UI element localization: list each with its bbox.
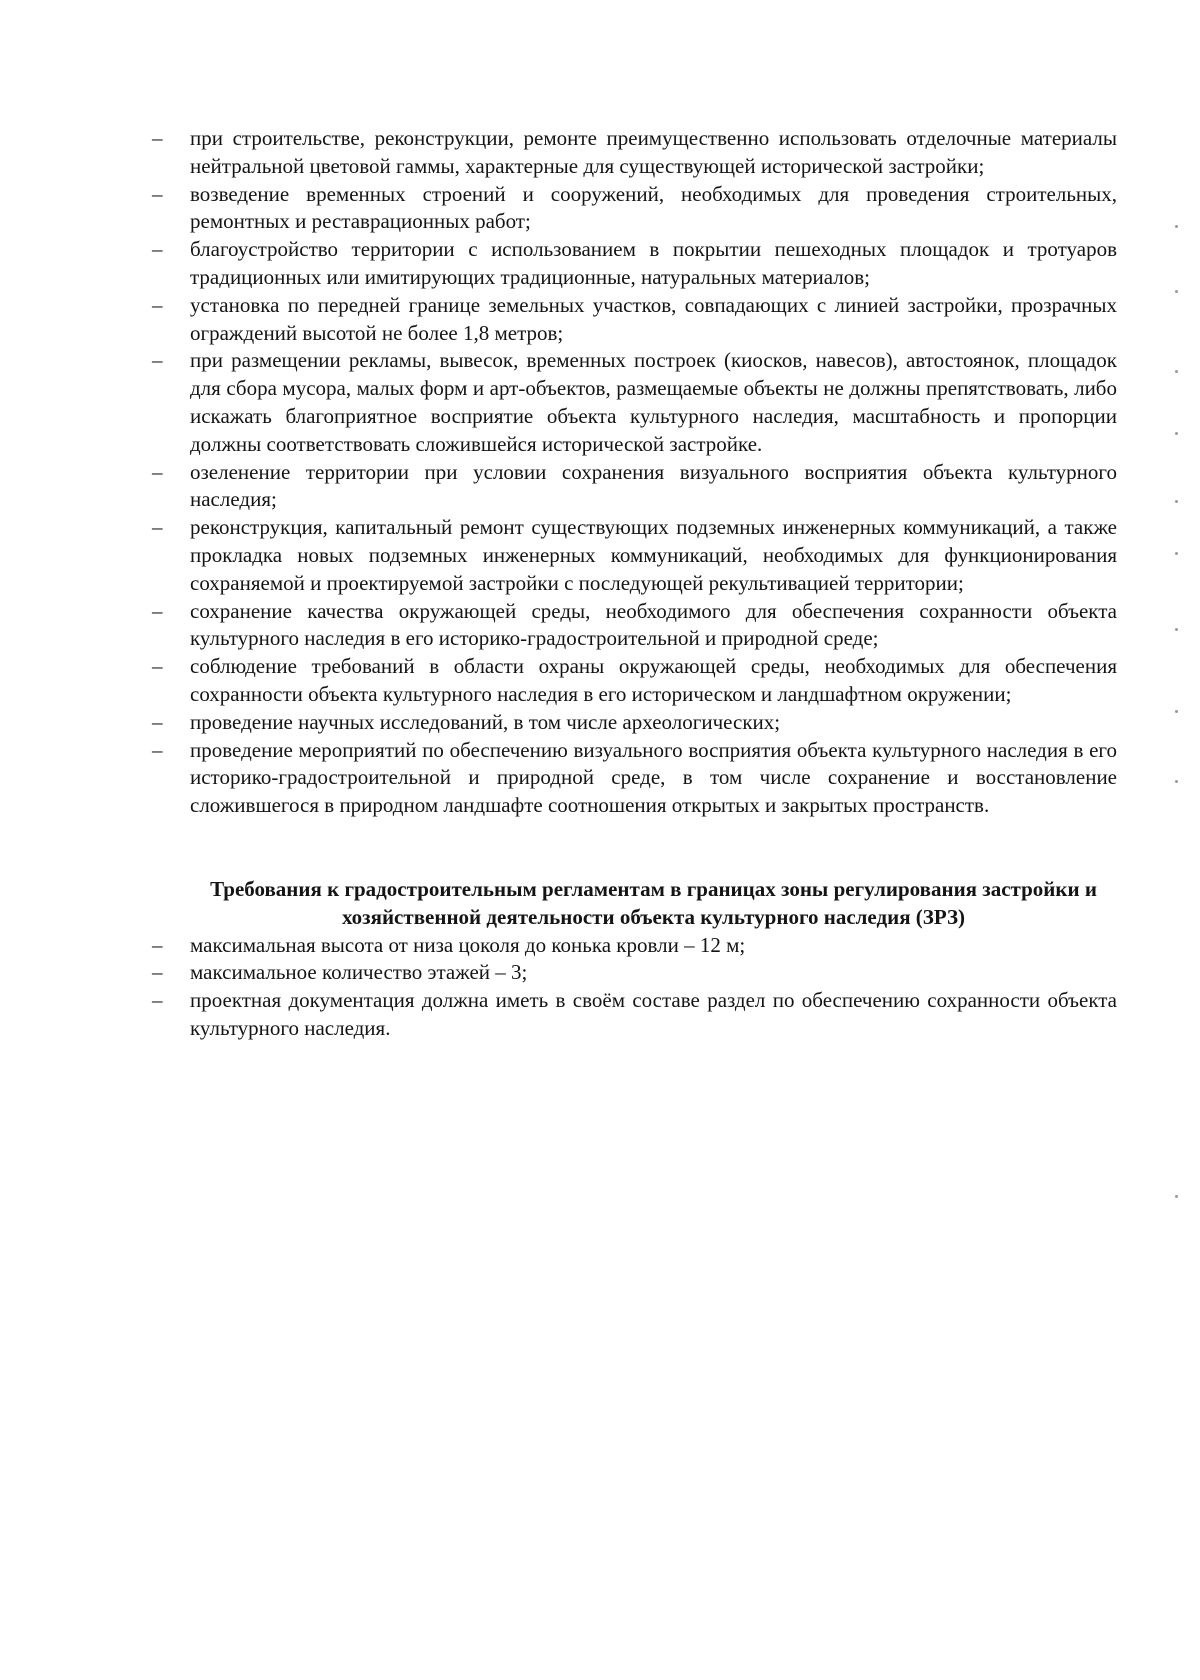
bullet-dash: – [152,181,163,206]
bullet-dash: – [152,459,163,484]
list-item-text: максимальная высота от низа цоколя до конька кровли – 12 м; [190,932,746,957]
scan-speck [1175,225,1178,228]
list-item [152,292,1117,348]
scan-speck [1175,500,1178,503]
list-item-text: благоустройство территории с использованием в покрытии пешеходных площадок и тротуаров традиционных или имитирующих традиционные, натуральных материалов; [190,237,1117,289]
list-item-text: возведение временных строений и сооружений, необходимых для проведения строительных, ремонтных и реставрационных работ; [190,181,1117,234]
list-item-text: при размещении рекламы, вывесок, временных построек (киосков, навесов), автостоянок, площадок для сбора мусора, малых форм и арт-объектов, размещаемые объекты не должны препятствовать, либо искажать благоприятное восприятие объекта культурного наследия, масштабность и пропорции должны соответствовать сложившейся исторической застройке. [190,348,1117,456]
bullet-dash: – [152,709,163,734]
section-heading: Требования к градостроительным регламентам в границах зоны регулирования застройки и хозяйственной деятельности объекта культурного наследия (ЗРЗ) [210,876,1097,929]
list-item-text: сохранение качества окружающей среды, необходимого для обеспечения сохранности объекта культурного наследия в его историко-градостроительной и природной среде; [190,598,1117,651]
scan-speck [1175,710,1178,713]
list-item-text: при строительстве, реконструкции, ремонте преимущественно использовать отделочные материалы нейтральной цветовой гаммы, характерные для существующей исторической застройки; [190,126,1117,178]
bullet-dash: – [152,292,163,317]
list-item-text: реконструкция, капитальный ремонт существующих подземных инженерных коммуникаций, а также прокладка новых подземных инженерных коммуникаций, необходимых для функционирования сохраняемой и проектируемой застройки с последующей рекультивацией территории; [190,515,1117,595]
bullet-dash: – [152,348,163,373]
bullet-dash: – [152,237,163,262]
zrz-requirements-list [152,932,1117,1043]
list-item [152,125,1117,181]
list-item [152,181,1117,237]
list-item [152,653,1117,709]
list-item [152,514,1117,597]
bullet-dash: – [152,598,163,623]
bullet-dash: – [152,932,163,957]
list-item [152,709,1117,737]
section-spacer [152,820,1117,876]
document-body [152,125,1117,1043]
scan-speck [1175,628,1178,631]
list-item [152,932,1117,960]
list-item-text: установка по передней границе земельных участков, совпадающих с линией застройки, прозрачных ограждений высотой не более 1,8 метров; [190,292,1117,345]
scan-speck [1175,432,1178,435]
list-item [152,236,1117,292]
scan-speck [1175,290,1178,293]
list-item-text: проведение мероприятий по обеспечению визуального восприятия объекта культурного наследия в его историко-градостроительной и природной среде, в том числе сохранение и восстановление сложившегося в природном ландшафте соотношения открытых и закрытых пространств. [190,737,1117,818]
scan-speck [1175,780,1178,783]
requirements-list [152,125,1117,820]
list-item-text: максимальное количество этажей – 3; [190,960,528,985]
list-item-text: проведение научных исследований, в том числе археологических; [190,709,781,734]
scan-speck [1175,370,1178,373]
list-item [152,959,1117,987]
list-item [152,737,1117,820]
list-item [152,347,1117,458]
list-item [152,598,1117,654]
list-item-text: проектная документация должна иметь в своём составе раздел по обеспечению сохранности объекта культурного наследия. [190,988,1117,1040]
bullet-dash: – [152,654,163,679]
bullet-dash: – [152,737,163,762]
scan-speck [1175,552,1178,555]
list-item [152,987,1117,1043]
list-item-text: соблюдение требований в области охраны окружающей среды, необходимых для обеспечения сохранности объекта культурного наследия в его историческом и ландшафтном окружении; [190,654,1117,706]
bullet-dash: – [152,960,163,985]
list-item-text: озеленение территории при условии сохранения визуального восприятия объекта культурного наследия; [190,459,1117,512]
bullet-dash: – [152,126,163,150]
bullet-dash: – [152,988,163,1013]
scan-speck [1175,1195,1178,1198]
list-item [152,459,1117,515]
bullet-dash: – [152,515,163,540]
